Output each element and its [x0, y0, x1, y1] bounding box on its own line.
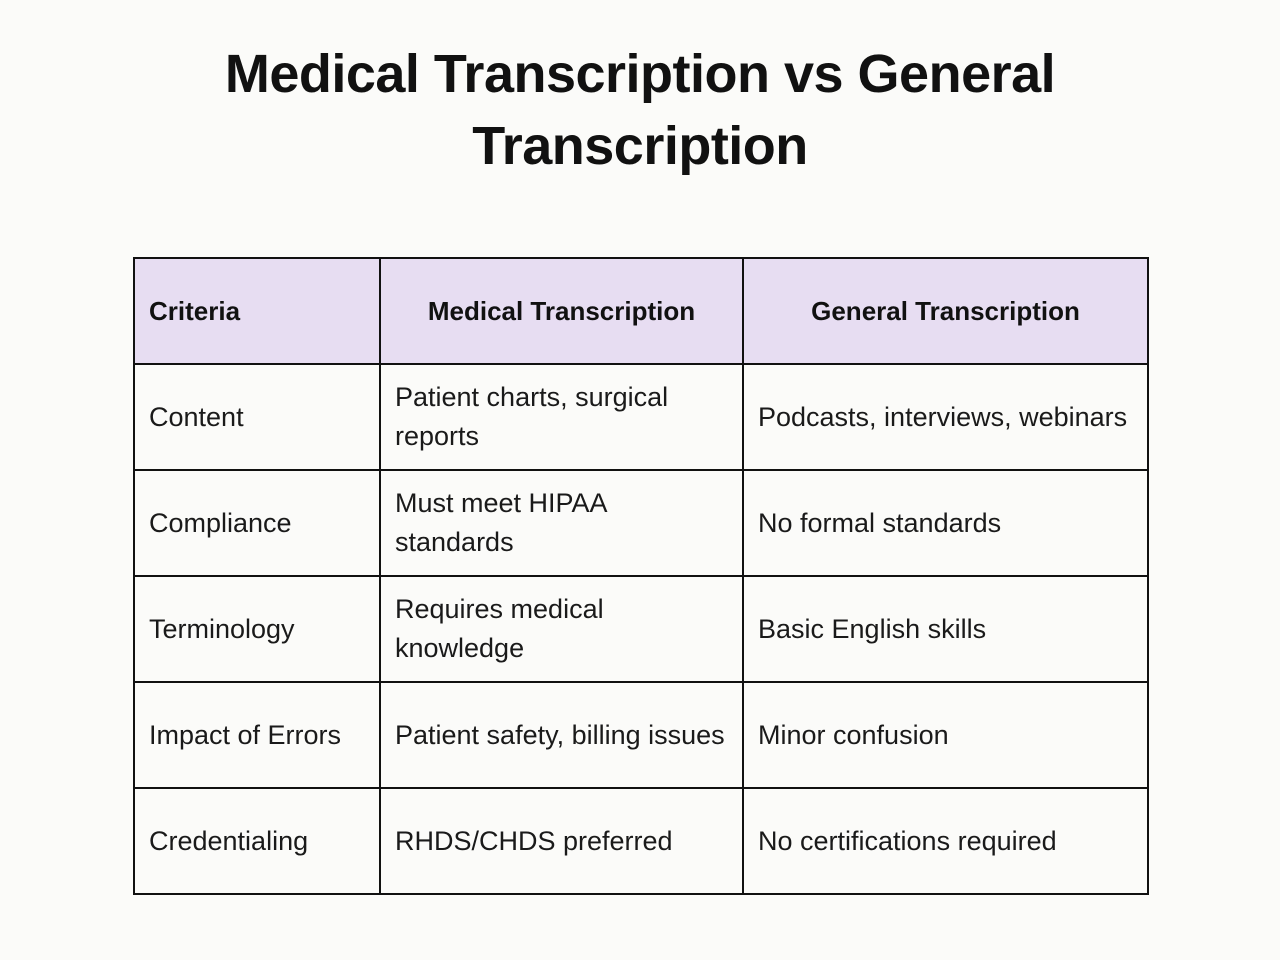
table-row	[134, 788, 1148, 894]
general-cell: Podcasts, interviews, webinars	[743, 364, 1148, 470]
page-title-line-2: Transcription	[472, 116, 808, 176]
table-row	[134, 576, 1148, 682]
comparison-table	[133, 257, 1149, 895]
table-header-row	[134, 258, 1148, 364]
general-cell: Basic English skills	[743, 576, 1148, 682]
general-cell: No certifications required	[743, 788, 1148, 894]
table-row	[134, 364, 1148, 470]
page-title	[0, 38, 1280, 182]
header-general-transcription: General Transcription	[743, 258, 1148, 364]
medical-cell: RHDS/CHDS preferred	[380, 788, 743, 894]
criteria-cell: Credentialing	[134, 788, 380, 894]
criteria-cell: Terminology	[134, 576, 380, 682]
criteria-cell: Compliance	[134, 470, 380, 576]
general-cell: No formal standards	[743, 470, 1148, 576]
medical-cell: Patient safety, billing issues	[380, 682, 743, 788]
header-medical-transcription: Medical Transcription	[380, 258, 743, 364]
criteria-cell: Impact of Errors	[134, 682, 380, 788]
medical-cell: Must meet HIPAA standards	[380, 470, 743, 576]
criteria-cell: Content	[134, 364, 380, 470]
page-title-line-1: Medical Transcription vs General	[224, 44, 1056, 104]
medical-cell: Requires medical knowledge	[380, 576, 743, 682]
table-row	[134, 682, 1148, 788]
general-cell: Minor confusion	[743, 682, 1148, 788]
medical-cell: Patient charts, surgical reports	[380, 364, 743, 470]
header-criteria: Criteria	[134, 258, 380, 364]
table-row	[134, 470, 1148, 576]
